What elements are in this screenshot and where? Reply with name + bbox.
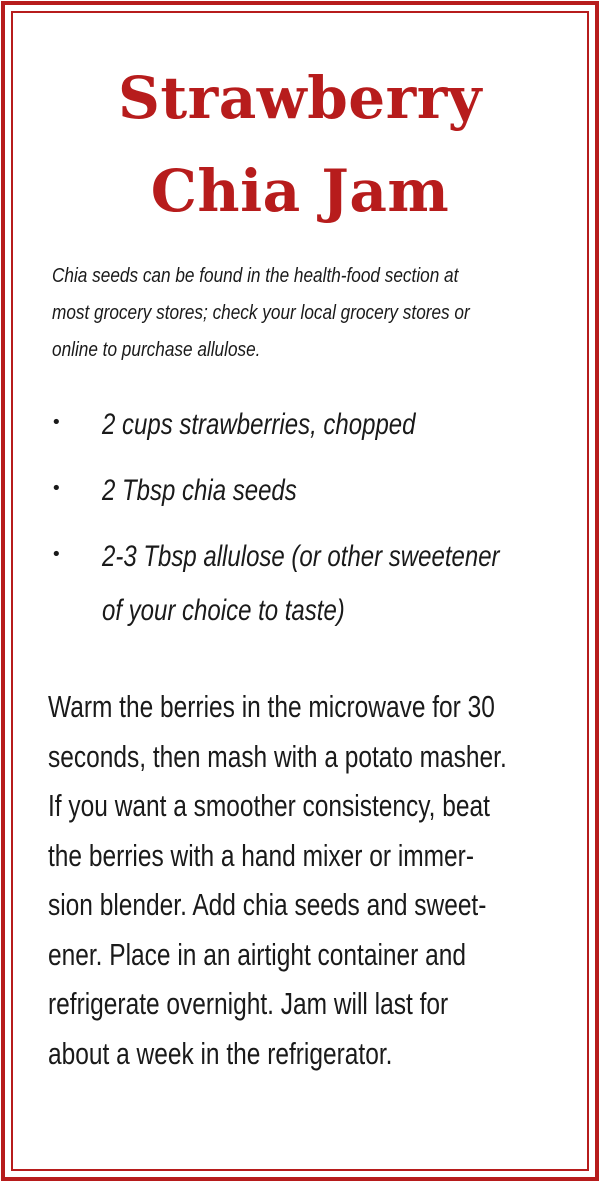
intro-line: most grocery stores; check your local grocery stores or xyxy=(52,302,470,324)
recipe-title xyxy=(0,52,600,238)
intro-line: Chia seeds can be found in the health-food section at xyxy=(52,265,459,287)
method-paragraph xyxy=(48,682,546,1078)
ingredient-item xyxy=(0,464,600,530)
recipe-title-line-2: Chia Jam xyxy=(150,156,450,225)
method-line: about a week in the refrigerator. xyxy=(48,1035,393,1071)
ingredient-line: 2 Tbsp chia seeds xyxy=(102,474,297,507)
method-line: the berries with a hand mixer or immer- xyxy=(48,837,474,873)
ingredient-line: 2-3 Tbsp allulose (or other sweetener xyxy=(102,540,500,573)
bullet-icon: • xyxy=(51,478,62,499)
method-line: refrigerate overnight. Jam will last for xyxy=(48,986,449,1021)
ingredient-list xyxy=(0,398,600,650)
ingredient-item xyxy=(0,398,600,464)
ingredient-item xyxy=(0,530,600,650)
method-line: ener. Place in an airtight container and xyxy=(48,936,466,972)
ingredient-line: of your choice to taste) xyxy=(102,594,345,627)
recipe-title-line-1: Strawberry xyxy=(117,64,483,132)
ingredient-text xyxy=(102,398,534,452)
method-line: If you want a smoother consistency, beat xyxy=(48,788,490,823)
method-line: seconds, then mash with a potato masher. xyxy=(48,738,507,774)
ingredient-text xyxy=(102,530,534,638)
ingredient-line: 2 cups strawberries, chopped xyxy=(102,408,416,441)
method-line: sion blender. Add chia seeds and sweet- xyxy=(48,887,487,922)
intro-note xyxy=(52,258,562,369)
ingredient-text xyxy=(102,464,534,518)
intro-line: online to purchase allulose. xyxy=(52,339,261,361)
bullet-icon: • xyxy=(51,544,62,565)
method-line: Warm the berries in the microwave for 30 xyxy=(48,689,495,724)
bullet-icon: • xyxy=(51,412,62,433)
